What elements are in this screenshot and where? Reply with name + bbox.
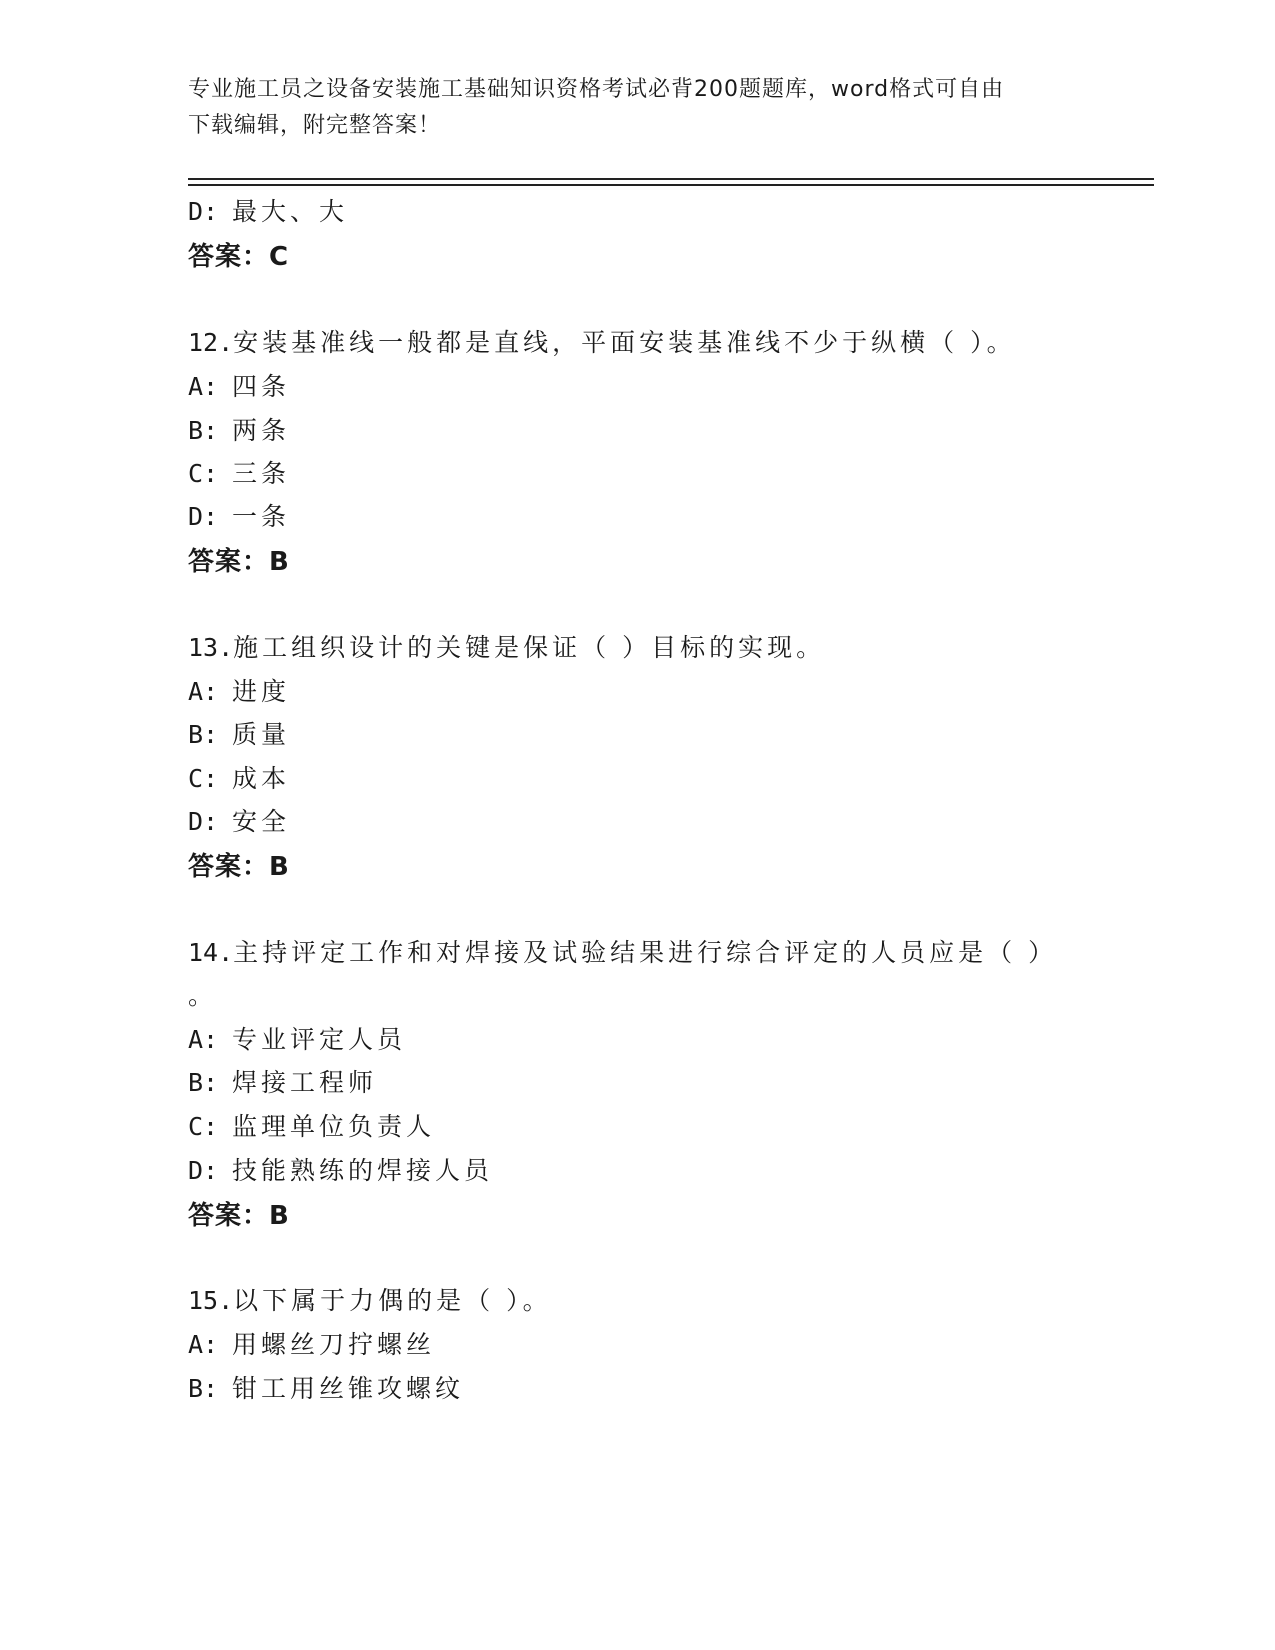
q14-option-b — [188, 1063, 377, 1099]
option-label: D: — [188, 502, 219, 531]
option-text: 四条 — [232, 372, 291, 401]
q13-option-b — [188, 715, 290, 751]
question-text: 安装基准线一般都是直线，平面安装基准线不少于纵横（ ）。 — [233, 328, 1016, 357]
q14-option-c — [188, 1107, 435, 1143]
document-header — [188, 72, 1088, 144]
q13-option-c — [188, 759, 290, 795]
option-label: A: — [188, 1330, 219, 1359]
question-12 — [188, 323, 1016, 359]
question-13 — [188, 628, 825, 664]
header-divider-top — [188, 178, 1154, 180]
option-text: 两条 — [232, 416, 291, 445]
option-label: D: — [188, 197, 219, 226]
q14-option-d — [188, 1151, 493, 1187]
question-number: 14. — [188, 938, 234, 967]
question-14 — [188, 933, 1057, 969]
q13-option-a — [188, 672, 290, 708]
header-line-1: 专业施工员之设备安装施工基础知识资格考试必背200题题库，word格式可自由 — [188, 77, 1005, 102]
question-number: 15. — [188, 1286, 234, 1315]
prev-answer: 答案：C — [188, 242, 290, 272]
header-divider-bottom — [188, 184, 1154, 186]
question-15 — [188, 1281, 552, 1317]
question-14-continuation: 。 — [188, 981, 218, 1010]
q13-answer: 答案：B — [188, 852, 290, 882]
option-text: 专业评定人员 — [232, 1025, 407, 1054]
option-label: C: — [188, 764, 219, 793]
option-text: 技能熟练的焊接人员 — [232, 1156, 494, 1185]
q15-option-a — [188, 1325, 435, 1361]
option-label: D: — [188, 807, 219, 836]
q14-answer: 答案：B — [188, 1201, 290, 1231]
q14-option-a — [188, 1020, 406, 1056]
option-label: D: — [188, 1156, 219, 1185]
q12-option-a — [188, 367, 290, 403]
option-text: 用螺丝刀拧螺丝 — [232, 1330, 436, 1359]
question-number: 13. — [188, 633, 234, 662]
option-label: B: — [188, 720, 219, 749]
q12-option-c — [188, 454, 290, 490]
question-text: 主持评定工作和对焊接及试验结果进行综合评定的人员应是（ ） — [233, 938, 1058, 967]
header-line-2: 下载编辑，附完整答案！ — [188, 113, 442, 138]
question-text: 施工组织设计的关键是保证（ ）目标的实现。 — [233, 633, 826, 662]
q12-option-d — [188, 497, 290, 533]
question-text: 以下属于力偶的是（ ）。 — [233, 1286, 552, 1315]
option-text: 一条 — [232, 502, 291, 531]
option-text: 最大、大 — [232, 197, 349, 226]
prev-option-d — [188, 192, 348, 228]
option-text: 钳工用丝锥攻螺纹 — [232, 1374, 465, 1403]
option-text: 进度 — [232, 677, 291, 706]
option-label: B: — [188, 416, 219, 445]
option-text: 监理单位负责人 — [232, 1112, 436, 1141]
option-label: C: — [188, 1112, 219, 1141]
option-label: A: — [188, 372, 219, 401]
q12-option-b — [188, 411, 290, 447]
q15-option-b — [188, 1369, 464, 1405]
option-text: 质量 — [232, 720, 291, 749]
option-text: 安全 — [232, 807, 291, 836]
option-label: B: — [188, 1068, 219, 1097]
q13-option-d — [188, 802, 290, 838]
option-label: A: — [188, 1025, 219, 1054]
option-label: B: — [188, 1374, 219, 1403]
option-text: 成本 — [232, 764, 291, 793]
option-label: C: — [188, 459, 219, 488]
option-label: A: — [188, 677, 219, 706]
question-number: 12. — [188, 328, 234, 357]
option-text: 三条 — [232, 459, 291, 488]
q12-answer: 答案：B — [188, 547, 290, 577]
option-text: 焊接工程师 — [232, 1068, 378, 1097]
